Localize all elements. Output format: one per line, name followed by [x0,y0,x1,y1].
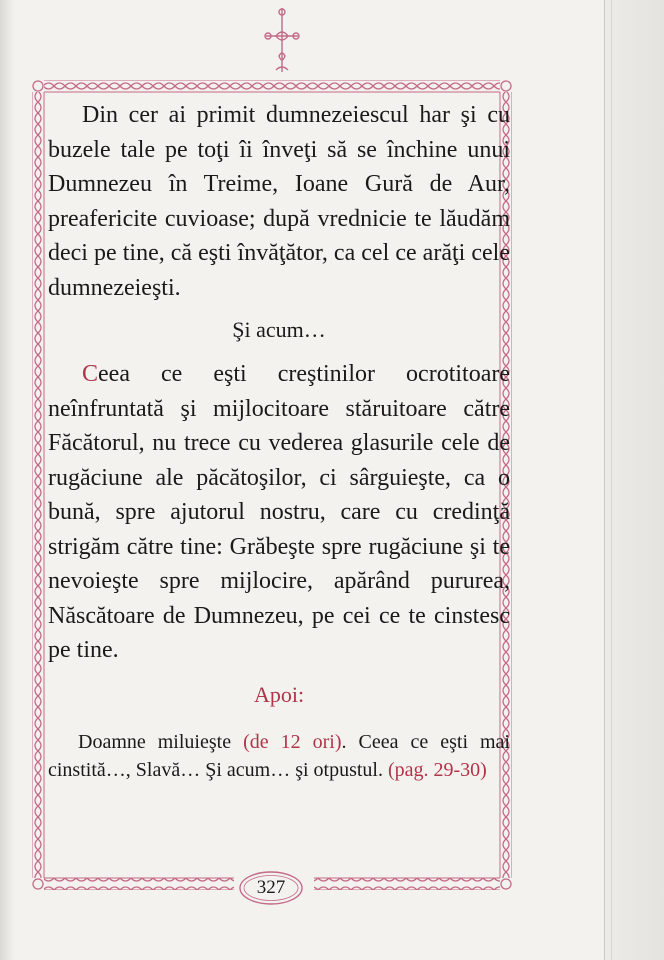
initial-letter: C [82,361,99,387]
page-gutter-shadow [0,0,14,960]
closing-text-1: Doamne miluieşte [78,730,244,753]
page-edge [604,0,664,960]
paragraph-2-text: eea ce eşti creştinilor ocrotitoare neînfruntată şi mijlocitoare stăruitoare către Făcătorul, nu trece cu vederea glasurile cele de rugăciune ale păcătoşilor, ci sârguieşte, ca o bună, spre ajutorul nostru, care cu credinţă strigăm către tine: Grăbeşte spre rugăciune şi te nevoieşte spre mijlocire, apărând pururea, Născătoare de Dumnezeu, pe cei ce te cinstesc pe tine. [48,361,510,663]
rubric-page-reference: (pag. 29-30) [387,758,487,781]
cross-ornament-icon [262,6,302,74]
paragraph-2 [48,357,510,668]
si-acum-line: Şi acum… [232,317,326,342]
paragraph-1: Din cer ai primit dumnezeiescul har şi cu buzele tale pe toţi îi înveţi să se închine unui Dumnezeu în Treime, Ioane Gură de Aur, preafericite cuvioase; după vrednicie te lăudăm deci pe tine, că eşti învăţător, ca cel ce arăţi cele dumnezeieşti. [48,102,510,301]
rubric-repeat-count: (de 12 ori) [243,730,342,753]
apoi-heading: Apoi: [253,681,305,707]
closing-rubric [48,728,510,784]
page-content [48,98,510,804]
page-number: 327 [256,877,286,898]
closing-text-2: . Ceea ce eşti mai cinstită…, Slavă… Şi acum… şi otpustul. [48,730,510,781]
